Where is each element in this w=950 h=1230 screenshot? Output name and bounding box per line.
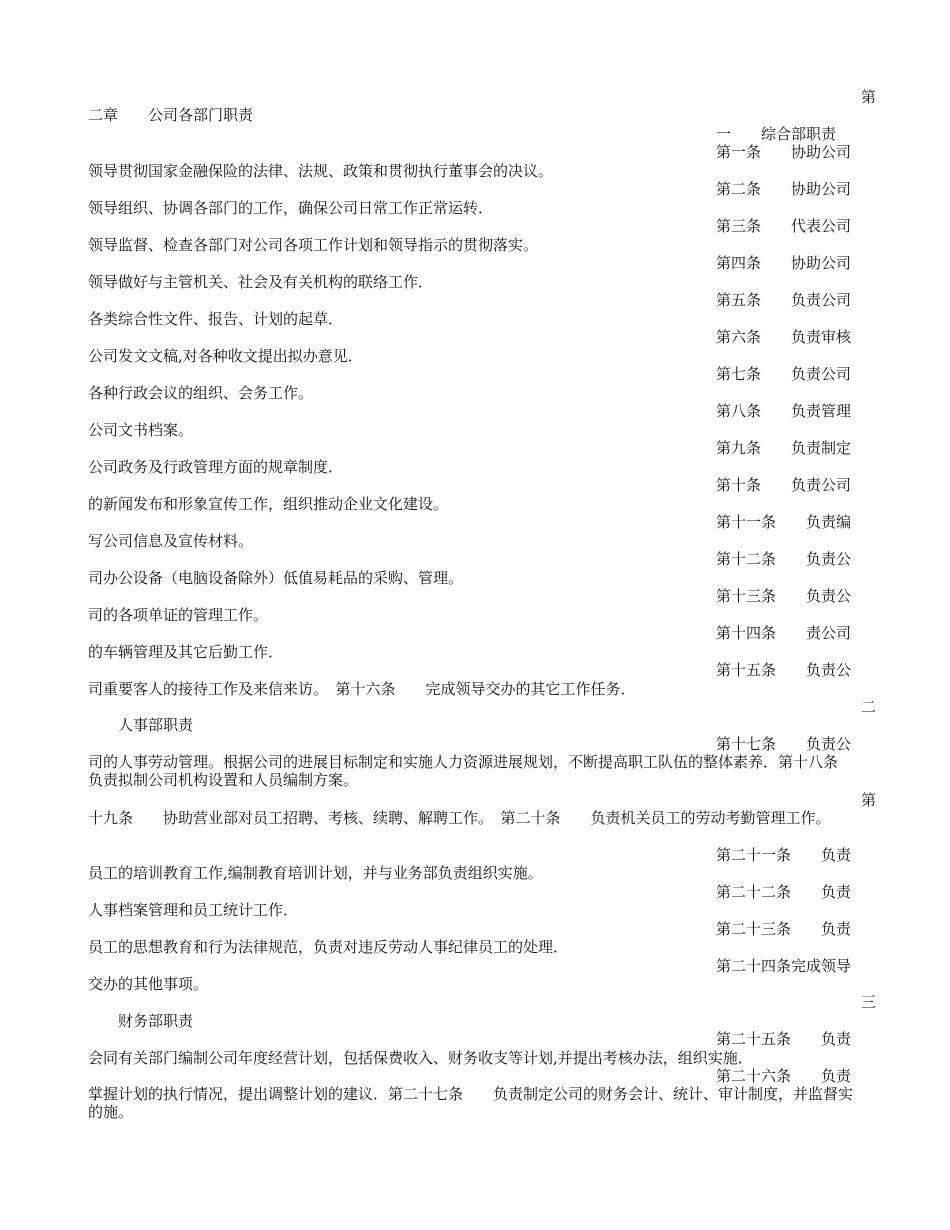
duty-paragraph: 十九条 协助营业部对员工招聘、考核、续聘、解聘工作。 第二十条 负责机关员工的劳动考勤管理工作。 (88, 809, 831, 827)
duty-line: 公司文书档案。 (88, 421, 194, 439)
section-marker-er: 二 (861, 698, 877, 716)
article-label: 第七条 负责公司 (716, 365, 852, 383)
duty-line: 领导监督、检查各部门对公司各项工作计划和领导指示的贯彻落实。 (88, 236, 539, 254)
duty-line: 的新闻发布和形象宣传工作，组织推动企业文化建设。 (88, 495, 449, 513)
duty-line: 会同有关部门编制公司年度经营计划，包括保费收入、财务收支等计划,并提出考核办法，组织实施． (88, 1049, 753, 1067)
article-label: 第五条 负责公司 (716, 291, 852, 309)
article-label: 第二十五条 负责 (716, 1030, 852, 1048)
duty-line: 各类综合性文件、报告、计划的起草． (88, 310, 344, 328)
article-label: 第二十四条完成领导 (716, 957, 852, 975)
duty-line: 写公司信息及宣传材料。 (88, 532, 254, 550)
section-heading-zonghe: 一 综合部职责 (716, 125, 837, 143)
article-label: 第十三条 负责公 (716, 587, 852, 605)
duty-line: 司的各项单证的管理工作。 (88, 606, 269, 624)
article-label: 第二条 协助公司 (716, 180, 852, 198)
article-label: 第三条 代表公司 (716, 217, 852, 235)
article-label: 第十七条 负责公 (716, 735, 852, 753)
duty-line: 司重要客人的接待工作及来信来访。 第十六条 完成领导交办的其它工作任务． (88, 680, 636, 698)
duty-line: 员工的培训教育工作,编制教育培训计划，并与业务部负责组织实施。 (88, 864, 543, 882)
article-label: 第六条 负责审核 (716, 328, 852, 346)
duty-line: 领导做好与主管机关、社会及有关机构的联络工作． (88, 273, 434, 291)
article-label: 第九条 负责制定 (716, 439, 852, 457)
duty-paragraph: 司的人事劳动管理。根据公司的进展目标制定和实施人力资源进展规划，不断提高职工队伍的整体素养．第十八条 负责拟制公司机构设置和人员编制方案。 (88, 753, 869, 789)
article-label: 第二十三条 负责 (716, 920, 852, 938)
article-label: 第一条 协助公司 (716, 143, 852, 161)
chapter-heading: 二章 公司各部门职责 (88, 106, 254, 124)
duty-line: 交办的其他事项。 (88, 975, 209, 993)
duty-line: 公司政务及行政管理方面的规章制度． (88, 458, 344, 476)
section-heading-renshi: 人事部职责 (118, 716, 194, 734)
article-label: 第十一条 负责编 (716, 513, 852, 531)
article-label: 第八条 负责管理 (716, 402, 852, 420)
article-label: 第二十二条 负责 (716, 883, 852, 901)
article-label: 第十五条 负责公 (716, 661, 852, 679)
duty-line: 公司发文文稿,对各种收文提出拟办意见． (88, 347, 363, 365)
article-label: 第十二条 负责公 (716, 550, 852, 568)
article-label: 第四条 协助公司 (716, 254, 852, 272)
duty-line: 各种行政会议的组织、会务工作。 (88, 384, 314, 402)
article-label: 第二十一条 负责 (716, 846, 852, 864)
duty-line: 领导组织、协调各部门的工作，确保公司日常工作正常运转． (88, 199, 494, 217)
duty-line: 员工的思想教育和行为法律规范，负责对违反劳动人事纪律员工的处理． (88, 938, 569, 956)
article-label: 第十四条 责公司 (716, 624, 852, 642)
section-marker-san: 三 (861, 993, 877, 1011)
chapter-word-right: 第 (861, 88, 877, 106)
duty-line: 人事档案管理和员工统计工作． (88, 901, 299, 919)
section-heading-caiwu: 财务部职责 (118, 1012, 194, 1030)
section-marker-di: 第 (861, 791, 877, 809)
duty-line: 领导贯彻国家金融保险的法律、法规、政策和贯彻执行董事会的决议。 (88, 162, 554, 180)
duty-line: 的车辆管理及其它后勤工作． (88, 643, 284, 661)
article-label: 第二十六条 负责 (716, 1067, 852, 1085)
duty-paragraph: 掌握计划的执行情况，提出调整计划的建议．第二十七条 负责制定公司的财务会计、统计、审计制度，并监督实的施。 (88, 1085, 854, 1121)
duty-line: 司办公设备（电脑设备除外）低值易耗品的采购、管理。 (88, 569, 464, 587)
article-label: 第十条 负责公司 (716, 476, 852, 494)
